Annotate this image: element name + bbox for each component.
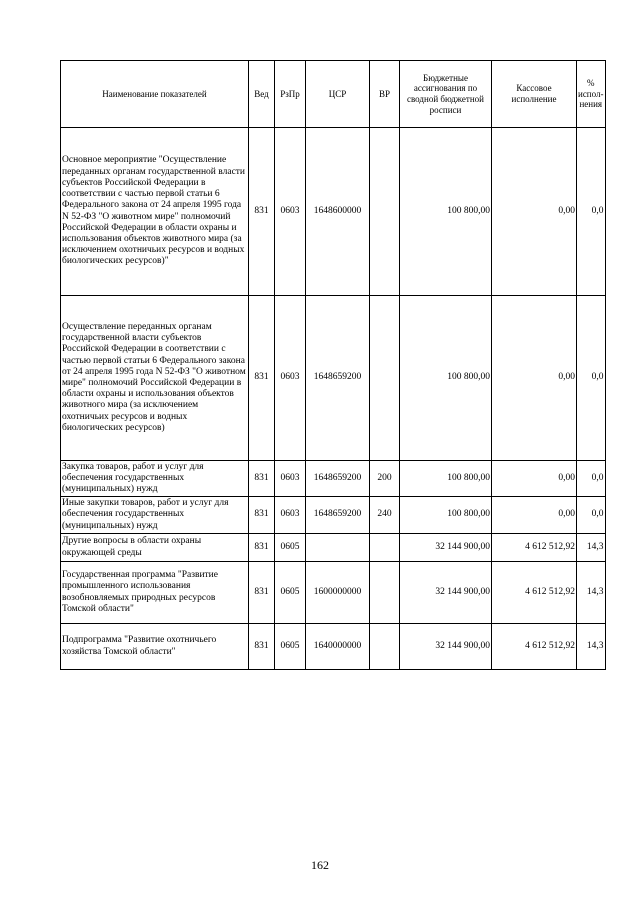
header-assign: Бюджетные ассигнования по сводной бюджетной росписи	[400, 61, 492, 128]
row-rzpr: 0603	[275, 497, 306, 534]
row-cash: 4 612 512,92	[492, 624, 577, 670]
row-vr	[370, 624, 400, 670]
row-rzpr: 0603	[275, 461, 306, 497]
row-vr: 240	[370, 497, 400, 534]
row-vr	[370, 128, 400, 296]
row-name: Осуществление переданных органам государственной власти субъектов Российской Федерации в соответствии с частью первой статьи 6 Федерального закона от 24 апреля 1995 года N 52-ФЗ "О животном мире" полномочий Российской Федерации в области охраны и использования объектов животного мира (за исключением охотничьих ресурсов и водных биологических ресурсов)	[61, 296, 249, 461]
row-ved: 831	[249, 461, 275, 497]
header-ved: Вед	[249, 61, 275, 128]
row-rzpr: 0603	[275, 296, 306, 461]
row-csr: 1648659200	[306, 296, 370, 461]
row-cash: 0,00	[492, 461, 577, 497]
row-name: Основное мероприятие "Осуществление переданных органам государственной власти субъектов Российской Федерации в соответствии с частью первой статьи 6 Федерального закона от 24 апреля 1995 года N 52-ФЗ "О животном мире" полномочий Российской Федерации в области охраны и использования объектов животного мира (за исключением охотничьих ресурсов и водных биологических ресурсов)"	[61, 128, 249, 296]
header-name: Наименование показателей	[61, 61, 249, 128]
row-assign: 100 800,00	[400, 128, 492, 296]
table-row	[61, 562, 606, 624]
row-cash: 0,00	[492, 497, 577, 534]
header-row	[61, 61, 606, 128]
row-vr	[370, 296, 400, 461]
row-name: Подпрограмма "Развитие охотничьего хозяйства Томской области"	[61, 624, 249, 670]
row-cash: 0,00	[492, 296, 577, 461]
table-row	[61, 624, 606, 670]
table-row	[61, 461, 606, 497]
row-assign: 100 800,00	[400, 296, 492, 461]
row-ved: 831	[249, 296, 275, 461]
row-ved: 831	[249, 624, 275, 670]
row-name: Другие вопросы в области охраны окружающей среды	[61, 534, 249, 562]
header-rzpr: РзПр	[275, 61, 306, 128]
row-csr: 1648659200	[306, 497, 370, 534]
row-rzpr: 0605	[275, 624, 306, 670]
row-pct: 0,0	[577, 461, 606, 497]
row-vr	[370, 562, 400, 624]
header-csr: ЦСР	[306, 61, 370, 128]
row-csr: 1648659200	[306, 461, 370, 497]
row-rzpr: 0605	[275, 534, 306, 562]
row-pct: 14,3	[577, 624, 606, 670]
header-vr: ВР	[370, 61, 400, 128]
row-cash: 4 612 512,92	[492, 534, 577, 562]
row-assign: 32 144 900,00	[400, 562, 492, 624]
budget-execution-table	[60, 60, 606, 670]
row-ved: 831	[249, 128, 275, 296]
row-assign: 100 800,00	[400, 461, 492, 497]
row-ved: 831	[249, 534, 275, 562]
row-cash: 4 612 512,92	[492, 562, 577, 624]
page-number: 162	[311, 858, 329, 872]
row-cash: 0,00	[492, 128, 577, 296]
row-ved: 831	[249, 562, 275, 624]
row-assign: 32 144 900,00	[400, 624, 492, 670]
table-row	[61, 497, 606, 534]
row-name: Государственная программа "Развитие промышленного использования возобновляемых природных ресурсов Томской области"	[61, 562, 249, 624]
row-rzpr: 0605	[275, 562, 306, 624]
row-ved: 831	[249, 497, 275, 534]
table-row	[61, 128, 606, 296]
row-rzpr: 0603	[275, 128, 306, 296]
row-pct: 0,0	[577, 128, 606, 296]
row-pct: 0,0	[577, 296, 606, 461]
row-vr: 200	[370, 461, 400, 497]
table-row	[61, 296, 606, 461]
row-csr: 1648600000	[306, 128, 370, 296]
row-assign: 100 800,00	[400, 497, 492, 534]
row-csr: 1600000000	[306, 562, 370, 624]
row-assign: 32 144 900,00	[400, 534, 492, 562]
header-cash: Кассовое исполнение	[492, 61, 577, 128]
table-row	[61, 534, 606, 562]
row-pct: 14,3	[577, 534, 606, 562]
row-csr	[306, 534, 370, 562]
row-pct: 14,3	[577, 562, 606, 624]
row-pct: 0,0	[577, 497, 606, 534]
row-name: Иные закупки товаров, работ и услуг для обеспечения государственных (муниципальных) нужд	[61, 497, 249, 534]
header-pct: % испол-нения	[577, 61, 606, 128]
row-name: Закупка товаров, работ и услуг для обеспечения государственных (муниципальных) нужд	[61, 461, 249, 497]
row-vr	[370, 534, 400, 562]
row-csr: 1640000000	[306, 624, 370, 670]
